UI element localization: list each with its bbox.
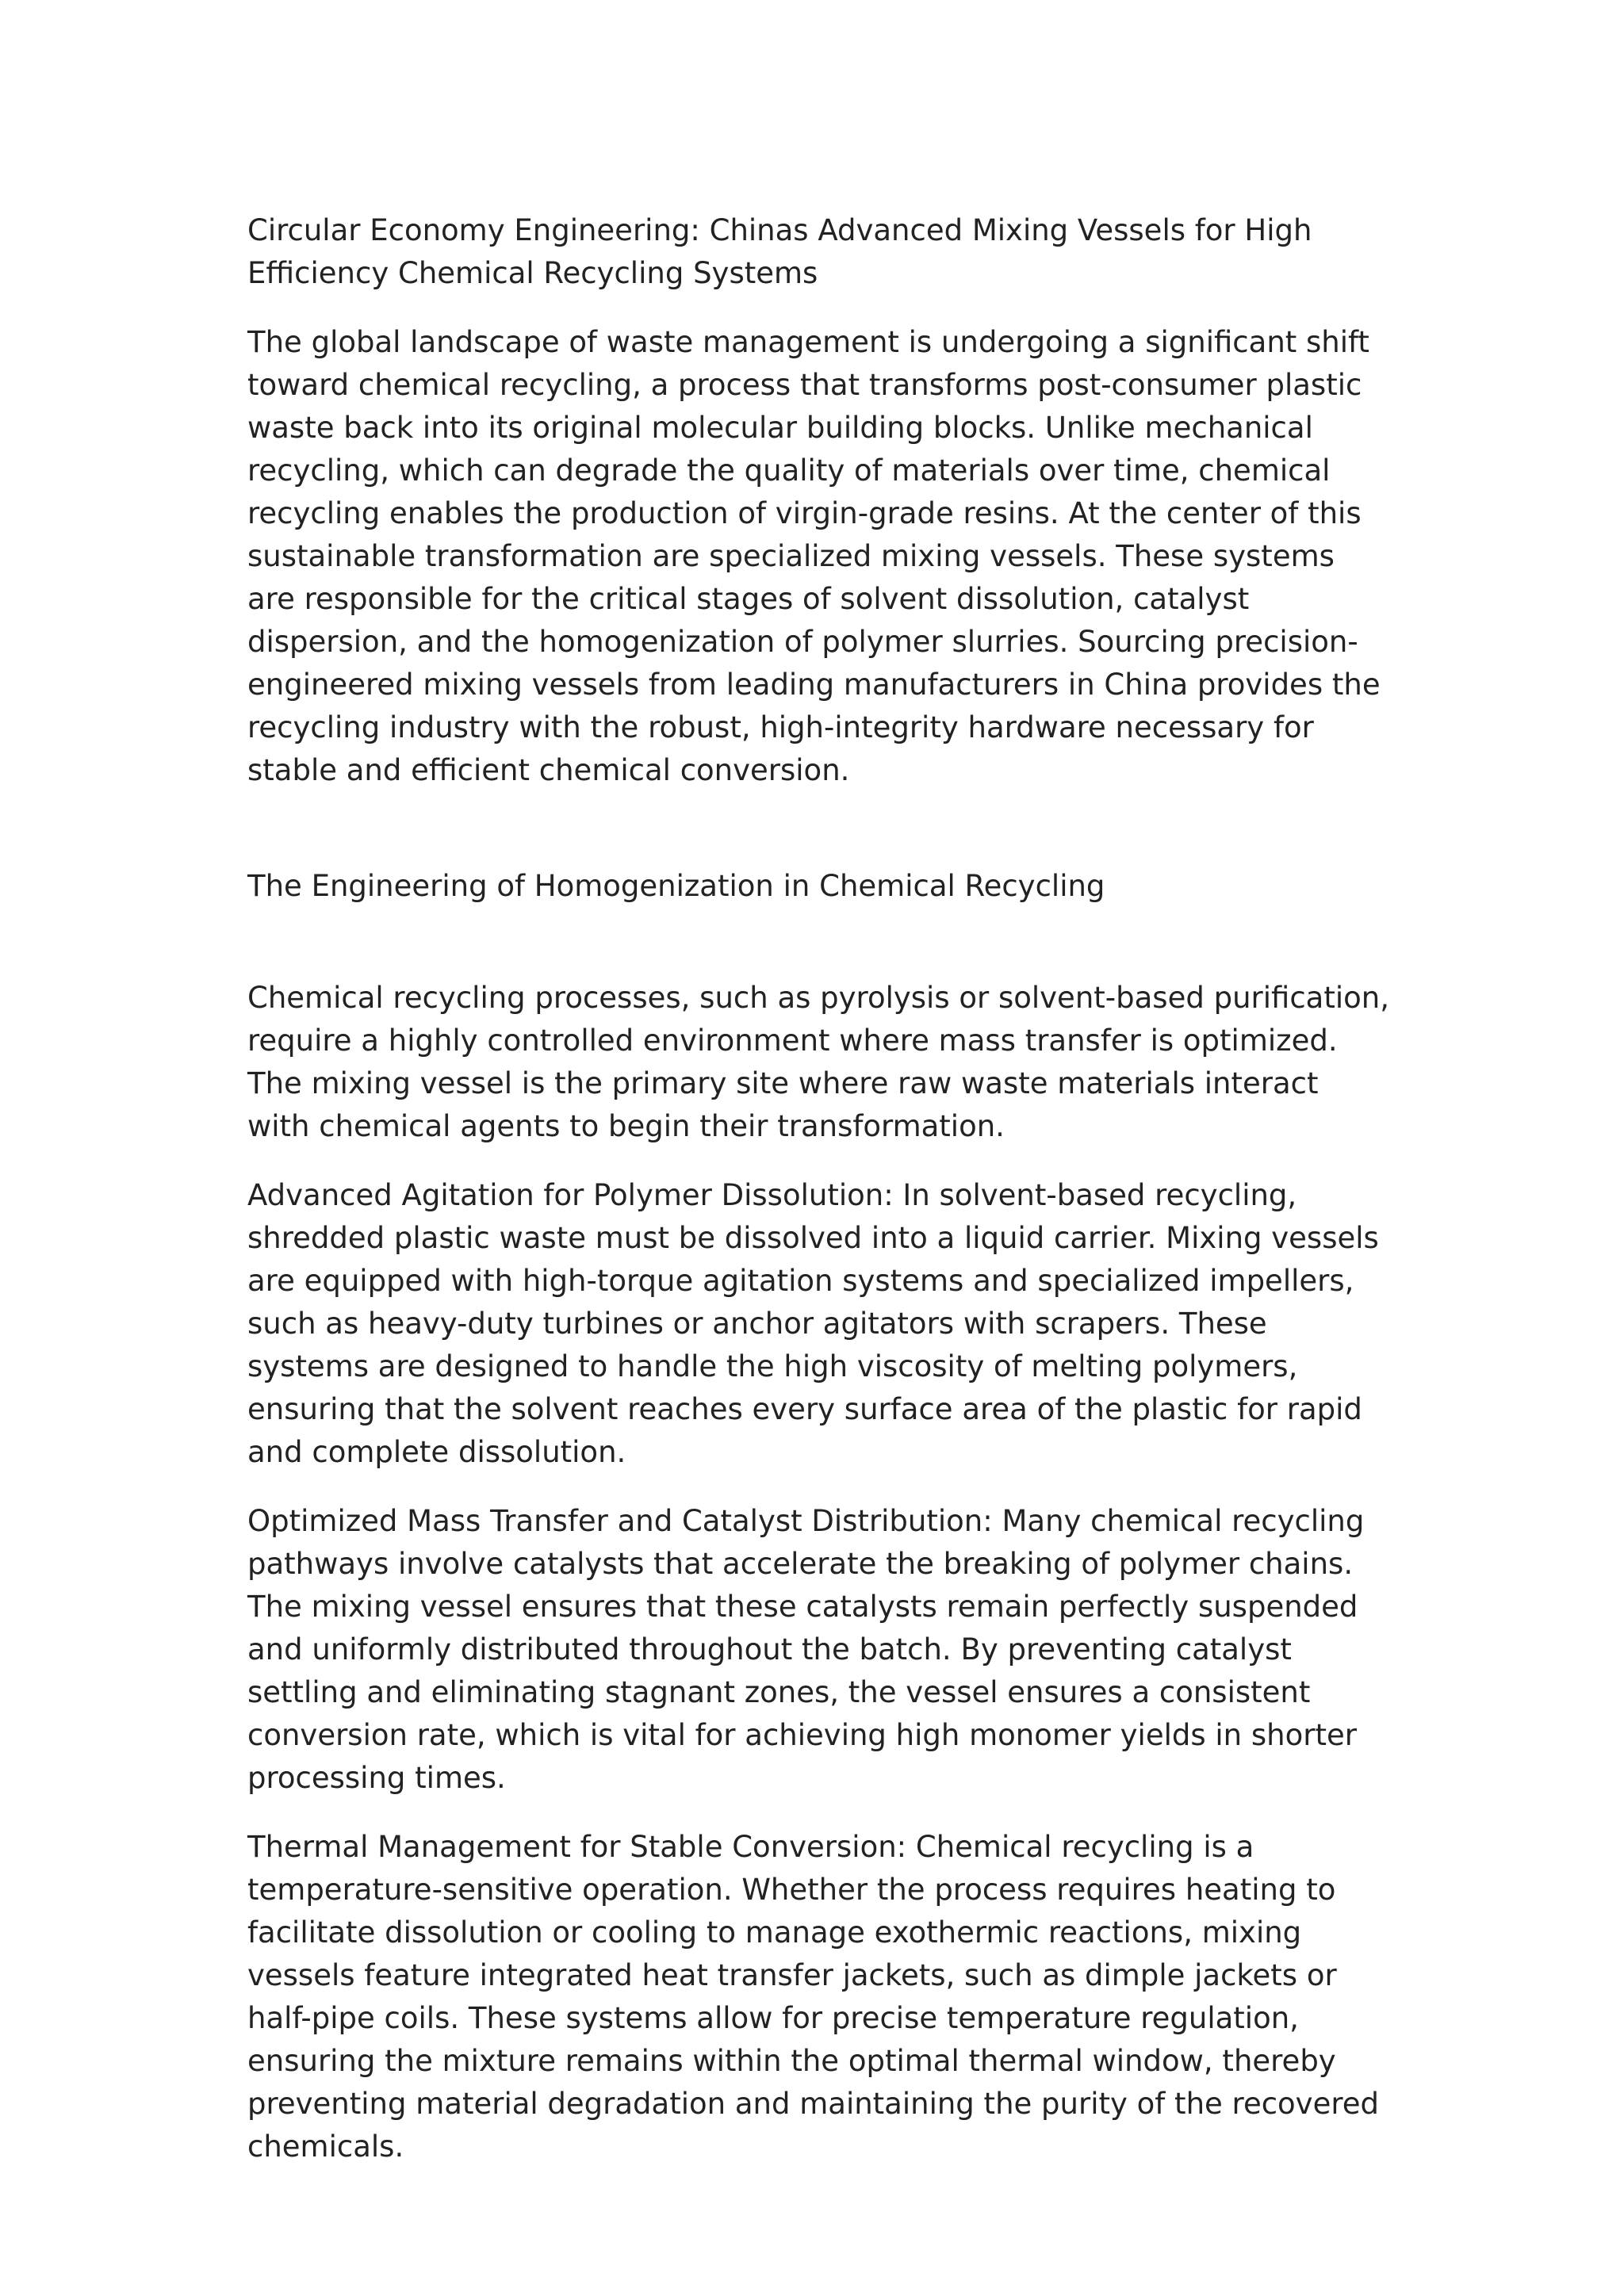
intro-paragraph: The global landscape of waste management is undergoing a significant shift toward chemical recycling, a process that transforms post-consumer plastic waste back into its original molecular building blocks. Unlike mechanical recycling, which can degrade the quality of materials over time, chemical recycling enables the production of virgin-grade resins. At the center of this sustainable transformation are specialized mixing vessels. These systems are responsible for the critical stages of solvent dissolution, catalyst dispersion, and the homogenization of polymer slurries. Sourcing precision-engineered mixing vessels from leading manufacturers in China provides the recycling industry with the robust, high-integrity hardware necessary for stable and efficient chemical conversion. <box>247 325 1381 787</box>
body-paragraph: Advanced Agitation for Polymer Dissolution: In solvent-based recycling, shredded plastic waste must be dissolved into a liquid carrier. Mixing vessels are equipped with high-torque agitation systems and specialized impellers, such as heavy-duty turbines or anchor agitators with scrapers. These systems are designed to handle the high viscosity of melting polymers, ensuring that the solvent reaches every surface area of the plastic for rapid and complete dissolution. <box>247 1178 1379 1469</box>
body-paragraph: Thermal Management for Stable Conversion: Chemical recycling is a temperature-sensitive operation. Whether the process requires heating to facilitate dissolution or cooling to manage exothermic reactions, mixing vessels feature integrated heat transfer jackets, such as dimple jackets or half-pipe coils. These systems allow for precise temperature regulation, ensuring the mixture remains within the optimal thermal window, thereby preventing material degradation and maintaining the purity of the recovered chemicals. <box>247 1830 1379 2164</box>
body-paragraph: Chemical recycling processes, such as pyrolysis or solvent-based purification, require a highly controlled environment where mass transfer is optimized. The mixing vessel is the primary site where raw waste materials interact with chemical agents to begin their transformation. <box>247 981 1389 1143</box>
section-heading: The Engineering of Homogenization in Chemical Recycling <box>247 869 1105 903</box>
document-title: Circular Economy Engineering: Chinas Advanced Mixing Vessels for High Efficiency Chemical Recycling Systems <box>247 213 1312 290</box>
document-page <box>247 209 1389 2195</box>
body-paragraph: Optimized Mass Transfer and Catalyst Distribution: Many chemical recycling pathways involve catalysts that accelerate the breaking of polymer chains. The mixing vessel ensures that these catalysts remain perfectly suspended and uniformly distributed throughout the batch. By preventing catalyst settling and eliminating stagnant zones, the vessel ensures a consistent conversion rate, which is vital for achieving high monomer yields in shorter processing times. <box>247 1504 1365 1795</box>
